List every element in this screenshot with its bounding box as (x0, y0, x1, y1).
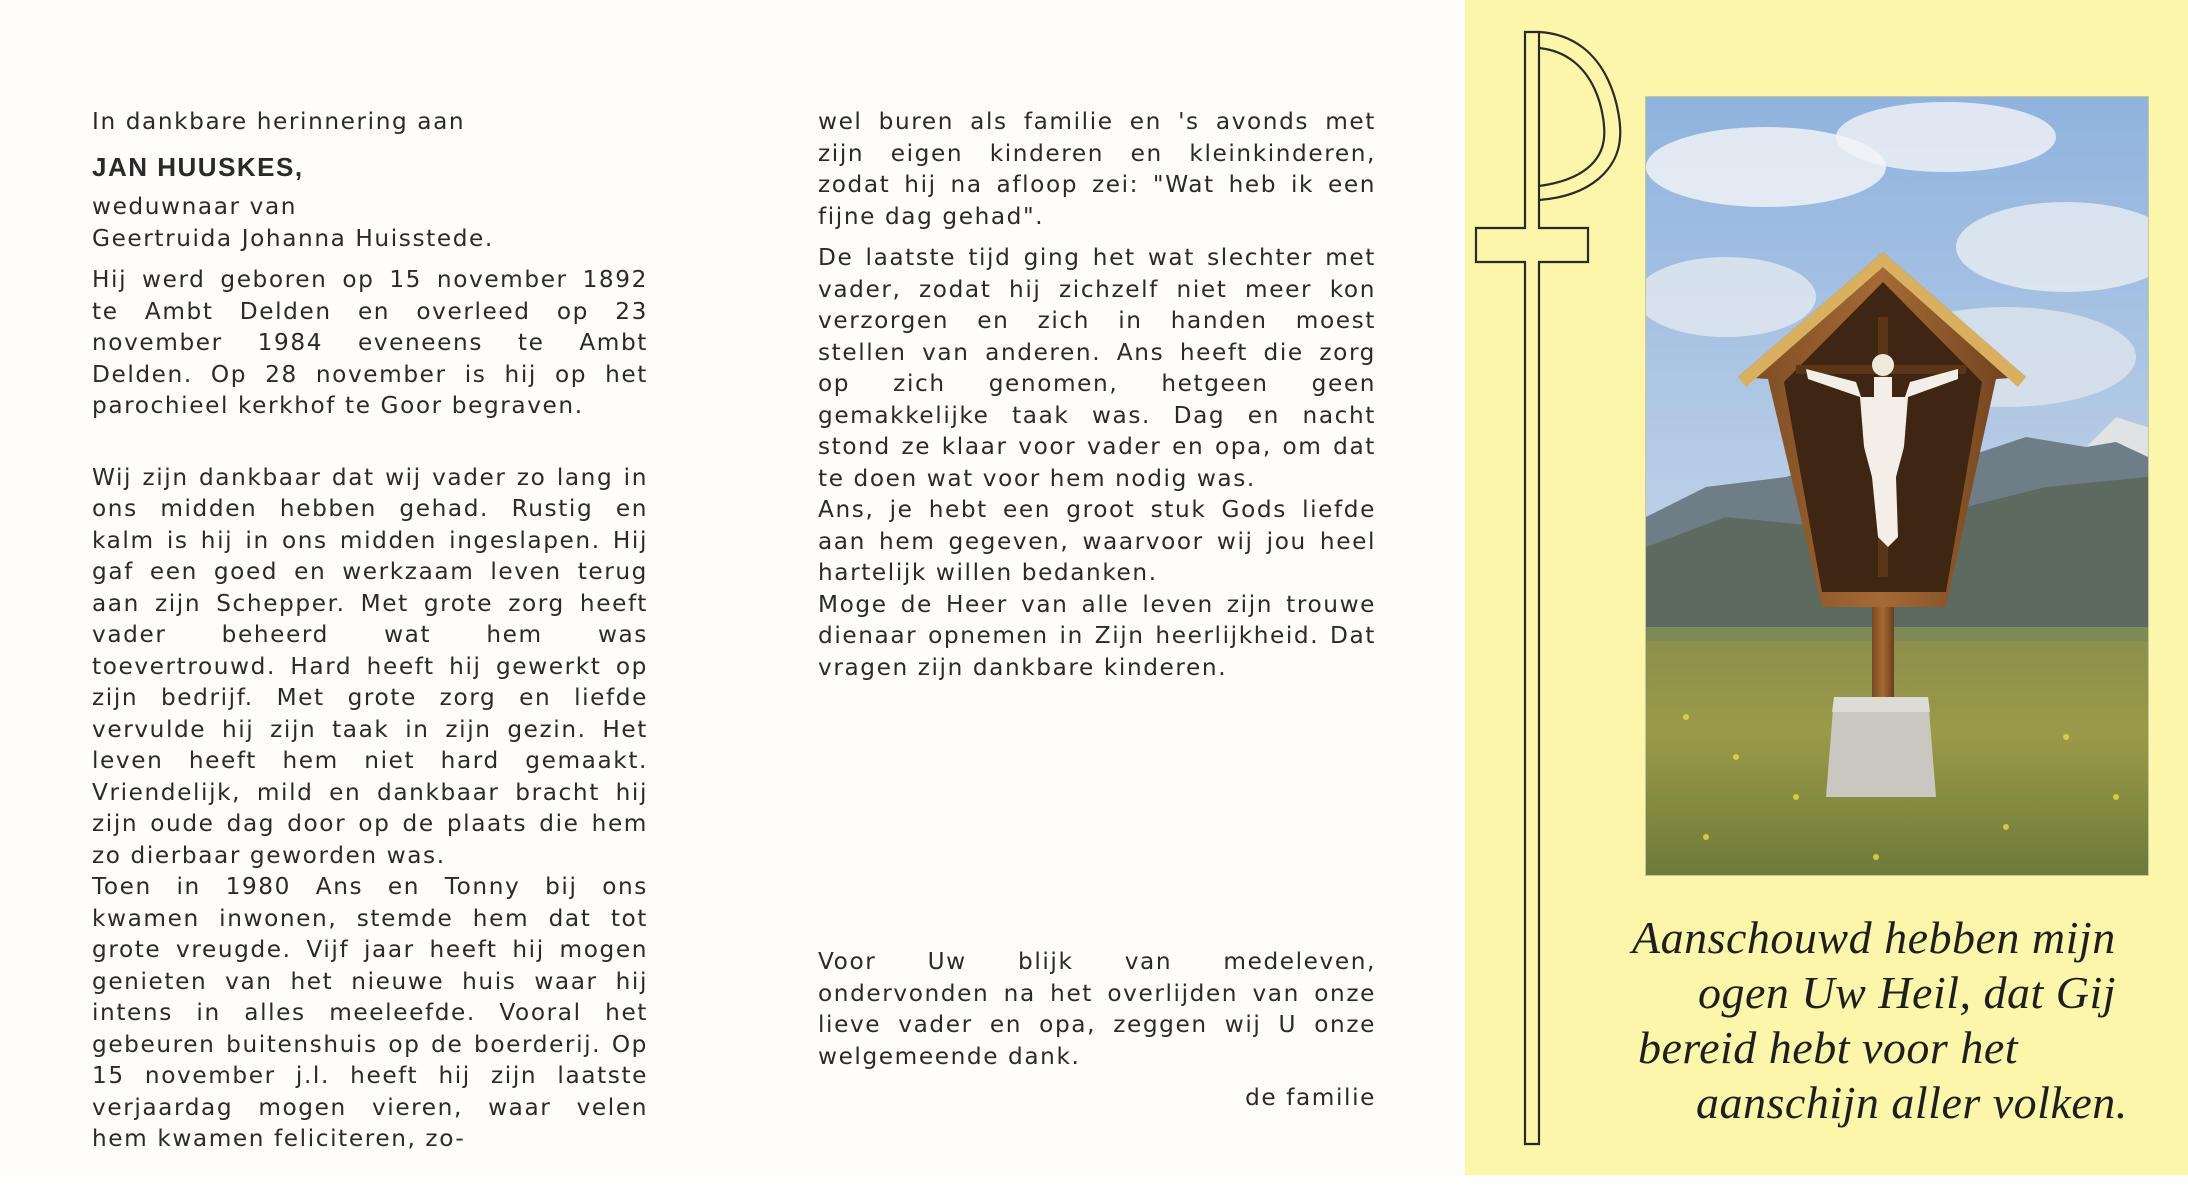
birth-death-paragraph: Hij werd geboren op 15 november 1892 te Ambt Delden en overleed op 23 november 1984 eveneens te Ambt Delden. Op 28 november is hij op het parochieel kerkhof te Goor begraven. (92, 266, 648, 419)
care-paragraph: De laatste tijd ging het wat slechter met vader, zodat hij zichzelf niet meer kon verzorgen en zich in handen moest stellen van anderen. Ans heeft die zorg op zich genomen, hetgeen geen gemakkelijke taak was. Dag en nacht stond ze klaar voor vader en opa, om dat te doen wat voor hem nodig was. (818, 244, 1376, 492)
thanks-ans-paragraph: Ans, je hebt een groot stuk Gods liefde aan hem gegeven, waarvoor wij jou heel hartelijk willen bedanken. (818, 496, 1376, 586)
family-paragraph: Toen in 1980 Ans en Tonny bij ons kwamen inwonen, stemde hem dat tot grote vreugde. Vijf jaar heeft hij mogen genieten van het nieuwe huis waar hij intens in alles meeleefde. Vooral het gebeuren buitenshuis op de boerderij. Op 15 november j.l. heeft hij zijn laatste verjaardag mogen vieren, waar velen hem kwamen feliciteren, zo- (92, 873, 648, 1152)
quote-line-3: bereid hebt voor het (1638, 1022, 2019, 1073)
family-signature: de familie (1245, 1084, 1376, 1111)
quote-line-1: Aanschouwd hebben mijn (1632, 912, 2116, 963)
intro-line: In dankbare herinnering aan (92, 108, 466, 135)
wayside-crucifix-photo (1645, 96, 2149, 876)
spouse-name: Geertruida Johanna Huisstede. (92, 224, 494, 252)
continuation-paragraph: wel buren als familie en 's avonds met zijn eigen kinderen en kleinkinderen, zodat hij na afloop zei: "Wat heb ik een fijne dag gehad". (818, 108, 1376, 230)
quote-line-2: ogen Uw Heil, dat Gij (1698, 967, 2117, 1018)
chi-rho-cross-icon (1472, 28, 1622, 1158)
bible-quote (1632, 910, 2167, 1130)
widower-line: weduwnaar van (92, 193, 298, 220)
condolence-thanks: Voor Uw blijk van medeleven, ondervonden na het overlijden van onze lieve vader en opa, zeggen wij U onze welgemeende dank. (818, 948, 1376, 1070)
middle-text-column (818, 106, 1376, 683)
quote-line-4: aanschijn aller volken. (1696, 1077, 2128, 1128)
prayer-paragraph: Moge de Heer van alle leven zijn trouwe dienaar opnemen in Zijn heerlijkheid. Dat vragen zijn dankbare kinderen. (818, 590, 1376, 681)
left-text-column (92, 106, 648, 1155)
condolence-block (818, 946, 1376, 1114)
deceased-name: JAN HUUSKES, (92, 151, 304, 182)
gratitude-paragraph: Wij zijn dankbaar dat wij vader zo lang in ons midden hebben gehad. Rustig en kalm is hij in ons midden ingeslapen. Hij gaf een goed en werkzaam leven terug aan zijn Schepper. Met grote zorg heeft vader beheerd wat hem was toevertrouwd. Hard heeft hij gewerkt op zijn bedrijf. Met grote zorg en liefde vervulde hij zijn taak in zijn gezin. Het leven heeft hem niet hard gemaakt. Vriendelijk, mild en dankbaar bracht hij zijn oude dag door op de plaats die hem zo dierbaar geworden was. (92, 463, 648, 869)
